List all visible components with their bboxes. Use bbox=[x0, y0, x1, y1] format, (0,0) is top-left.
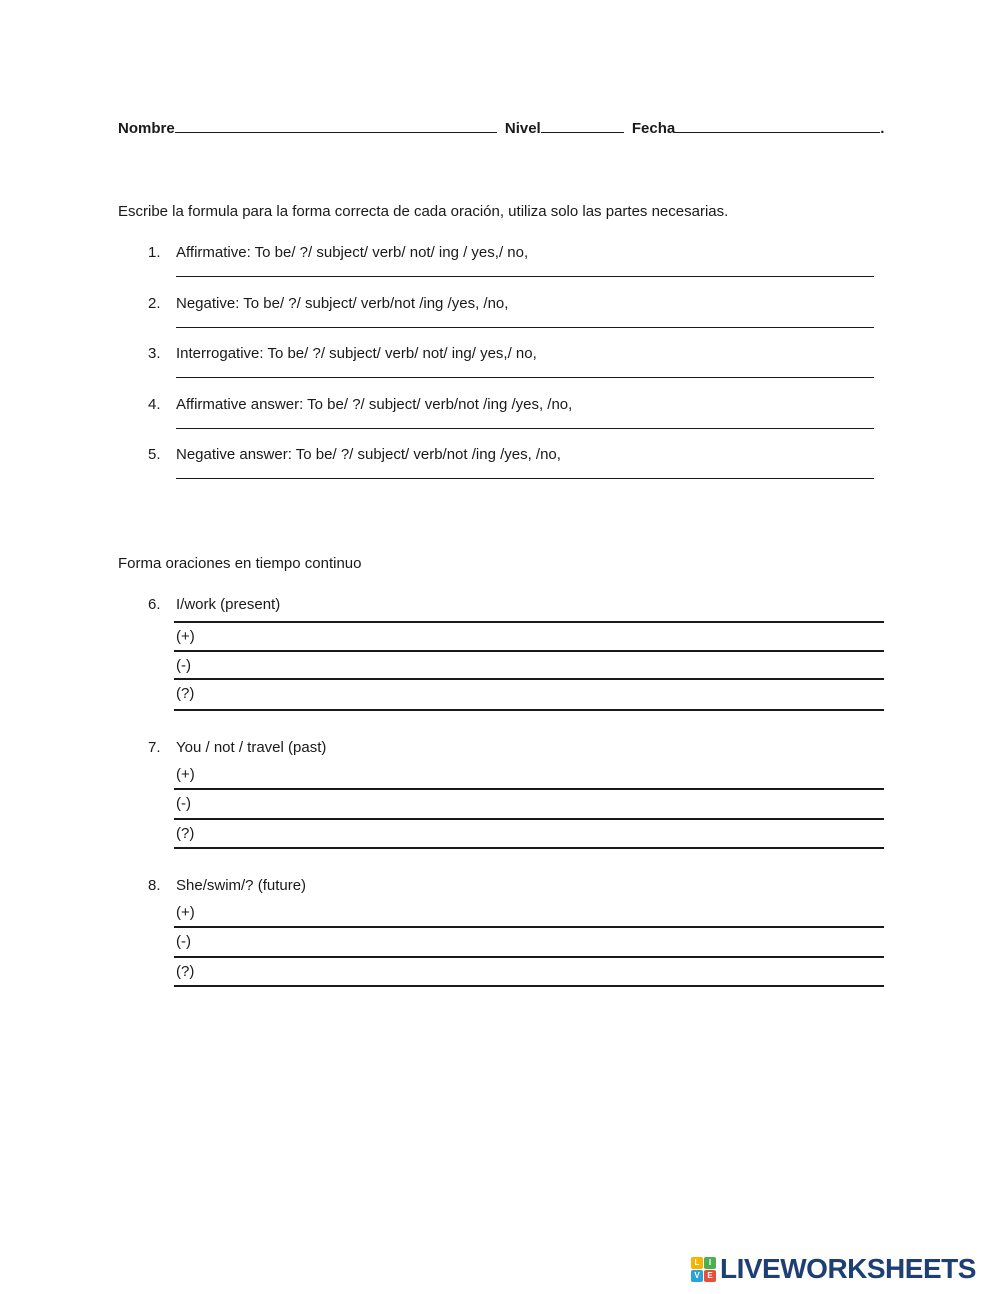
exercise-prompt: She/swim/? (future) bbox=[176, 877, 307, 894]
logo-tile: I bbox=[704, 1257, 716, 1269]
table-rule bbox=[174, 847, 884, 849]
item-text: Negative: To be/ ?/ subject/ verb/not /ing /yes, /no, bbox=[176, 295, 509, 312]
logo-mark-icon bbox=[691, 1257, 716, 1282]
item-number: 2. bbox=[148, 295, 161, 312]
answer-row-negative[interactable] bbox=[174, 928, 884, 957]
answer-line[interactable] bbox=[176, 478, 874, 479]
item-number: 1. bbox=[148, 244, 161, 261]
answer-row-affirmative[interactable] bbox=[174, 761, 884, 790]
answer-row-affirmative[interactable] bbox=[174, 899, 884, 928]
table-rule bbox=[174, 709, 884, 711]
item-text: Affirmative answer: To be/ ?/ subject/ verb/not /ing /yes, /no, bbox=[176, 396, 573, 413]
level-label: Nivel bbox=[504, 120, 541, 137]
answer-row-negative[interactable] bbox=[174, 652, 884, 681]
exercise-number: 7. bbox=[148, 739, 161, 756]
sign-label: (+) bbox=[176, 628, 195, 645]
item-text: Negative answer: To be/ ?/ subject/ verb/not /ing /yes, /no, bbox=[176, 446, 561, 463]
sign-label: (+) bbox=[176, 904, 195, 921]
answer-row-question[interactable] bbox=[174, 820, 884, 849]
answer-line[interactable] bbox=[176, 377, 874, 378]
liveworksheets-logo bbox=[691, 1254, 976, 1284]
logo-tile: E bbox=[704, 1270, 716, 1282]
item-number: 5. bbox=[148, 446, 161, 463]
logo-tile: V bbox=[691, 1270, 703, 1282]
sign-label: (?) bbox=[176, 825, 195, 842]
table-rule bbox=[174, 985, 884, 987]
sign-label: (-) bbox=[176, 795, 191, 812]
item-number: 4. bbox=[148, 396, 161, 413]
item-text: Interrogative: To be/ ?/ subject/ verb/ not/ ing/ yes,/ no, bbox=[176, 345, 537, 362]
student-info-header bbox=[118, 118, 888, 137]
sign-label: (?) bbox=[176, 685, 195, 702]
date-label: Fecha bbox=[631, 120, 676, 137]
logo-text: LIVEWORKSHEETS bbox=[720, 1253, 976, 1284]
item-text: Affirmative: To be/ ?/ subject/ verb/ not/ ing / yes,/ no, bbox=[176, 244, 529, 261]
sign-label: (+) bbox=[176, 766, 195, 783]
answer-line[interactable] bbox=[176, 327, 874, 328]
answer-row-negative[interactable] bbox=[174, 790, 884, 819]
answer-row-question[interactable] bbox=[174, 680, 884, 709]
name-blank[interactable] bbox=[175, 118, 497, 133]
answer-row-affirmative[interactable] bbox=[174, 623, 884, 652]
section1-instruction: Escribe la formula para la forma correcta de cada oración, utiliza solo las partes necesarias. bbox=[118, 203, 729, 220]
sign-label: (?) bbox=[176, 963, 195, 980]
sign-label: (-) bbox=[176, 657, 191, 674]
section2-instruction: Forma oraciones en tiempo continuo bbox=[118, 555, 362, 572]
answer-line[interactable] bbox=[176, 276, 874, 277]
header-period: . bbox=[880, 120, 885, 137]
logo-tile: L bbox=[691, 1257, 703, 1269]
date-blank[interactable] bbox=[675, 118, 880, 133]
exercise-prompt: I/work (present) bbox=[176, 596, 281, 613]
sign-label: (-) bbox=[176, 933, 191, 950]
level-blank[interactable] bbox=[541, 118, 624, 133]
exercise-number: 8. bbox=[148, 877, 161, 894]
exercise-prompt: You / not / travel (past) bbox=[176, 739, 327, 756]
answer-line[interactable] bbox=[176, 428, 874, 429]
name-label: Nombre bbox=[118, 120, 175, 137]
answer-row-question[interactable] bbox=[174, 958, 884, 987]
item-number: 3. bbox=[148, 345, 161, 362]
exercise-number: 6. bbox=[148, 596, 161, 613]
